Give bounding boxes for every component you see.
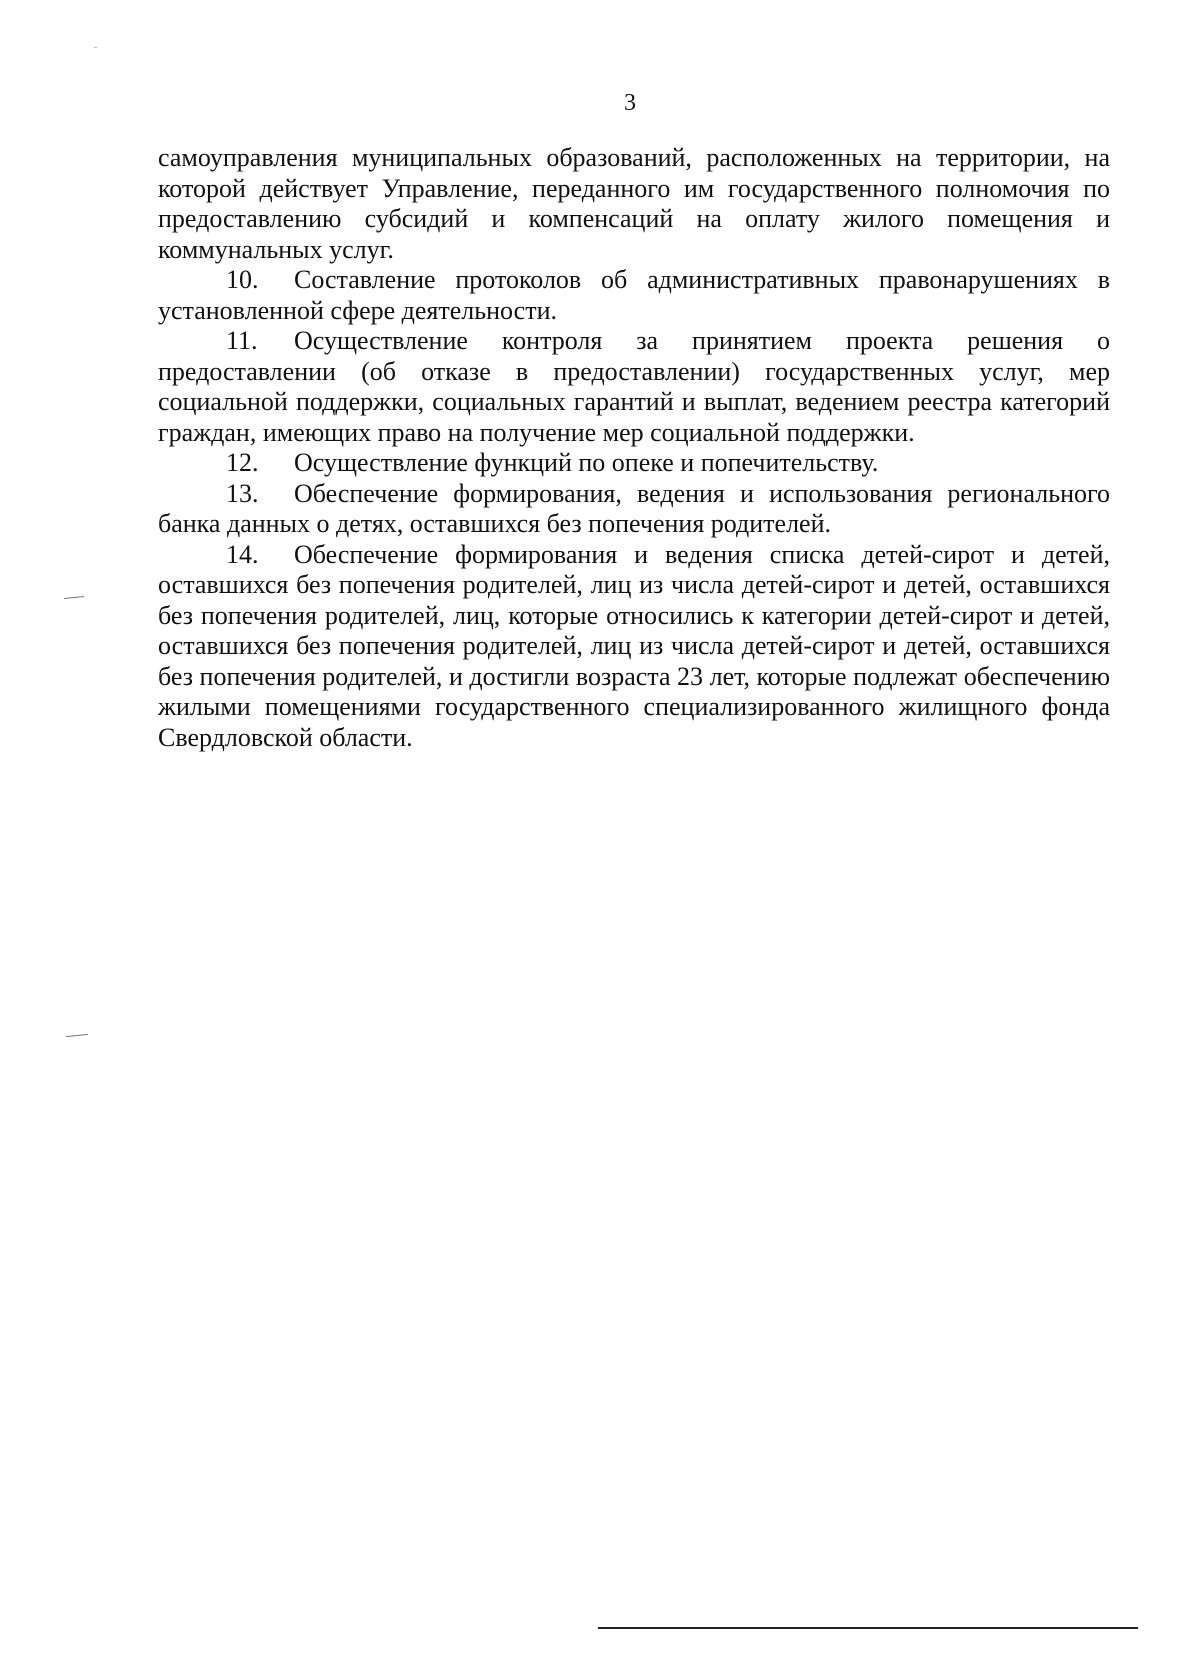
paragraph-text: Обеспечение формирования и ведения списка детей-сирот и детей, оставшихся без попечения родителей, лиц из числа детей-сирот и детей, оставшихся без попечения родителей, лиц, которые относились к категории детей-сирот и детей, оставшихся без попечения родителей, лиц из числа детей-сирот и детей, оставшихся без попечения родителей, и достигли возраста 23 лет, которые подлежат обеспечению жилыми помещениями государственного специализированного жилищного фонда Свердловской области.	[158, 539, 1110, 752]
paragraph-item-14	[158, 540, 1110, 754]
paragraph-item-10	[158, 265, 1110, 326]
scan-margin-mark	[66, 1034, 88, 1037]
item-number: 14.	[226, 539, 259, 569]
paragraph-item-13	[158, 479, 1110, 540]
paragraph-continuation	[158, 143, 1110, 265]
paragraph-text: Осуществление функций по опеке и попечительству.	[294, 448, 879, 477]
paragraph-text: Осуществление контроля за принятием проекта решения о предоставлении (об отказе в предоставлении) государственных услуг, мер социальной поддержки, социальных гарантий и выплат, ведением реестра категорий граждан, имеющих право на получение мер социальной поддержки.	[158, 326, 1110, 447]
scan-speck	[94, 47, 97, 48]
bottom-rule	[598, 1627, 1138, 1629]
paragraph-item-11	[158, 326, 1110, 448]
item-number: 10.	[226, 265, 259, 294]
paragraph-text: Обеспечение формирования, ведения и использования регионального банка данных о детях, оставшихся без попечения родителей.	[158, 478, 1110, 538]
document-body	[158, 143, 1110, 753]
paragraph-text: Составление протоколов об административных правонарушениях в установленной сфере деятельности.	[158, 265, 1110, 325]
paragraph-text: самоуправления муниципальных образований, расположенных на территории, на которой действует Управление, переданного им государственного полномочия по предоставлению субсидий и компенсаций на оплату жилого помещения и коммунальных услуг.	[158, 143, 1110, 264]
page-number: 3	[624, 90, 636, 116]
item-number: 12.	[226, 448, 259, 477]
item-number: 13.	[226, 478, 259, 508]
scan-margin-mark	[64, 596, 84, 599]
item-number: 11.	[226, 326, 258, 355]
paragraph-item-12	[158, 448, 1110, 479]
